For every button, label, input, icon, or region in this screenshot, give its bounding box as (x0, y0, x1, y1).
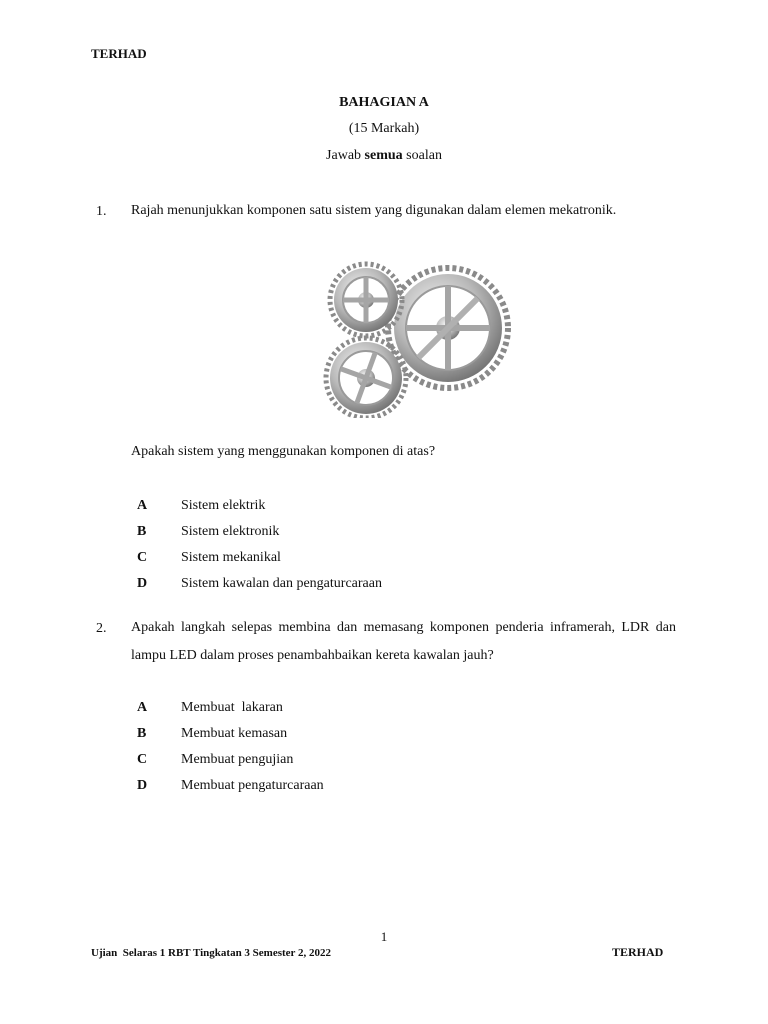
gears-icon (318, 258, 528, 418)
gears-figure (318, 258, 528, 418)
q2-option-d-text: Membuat pengaturcaraan (181, 778, 324, 793)
q2-option-a-letter: A (137, 700, 148, 715)
instruction-post: soalan (402, 148, 442, 163)
section-title: BAHAGIAN A (339, 95, 429, 110)
question-2-number: 2. (96, 621, 107, 636)
instruction-pre: Jawab (326, 148, 365, 163)
question-1-subquestion: Apakah sistem yang menggunakan komponen di atas? (131, 444, 436, 459)
q1-option-c-text: Sistem mekanikal (181, 550, 281, 565)
q2-option-b-letter: B (137, 726, 147, 741)
q1-option-a-text: Sistem elektrik (181, 498, 266, 513)
instruction-bold: semua (364, 148, 403, 163)
q1-option-a-letter: A (137, 498, 148, 513)
section-instruction (0, 148, 768, 164)
q1-option-b-text: Sistem elektronik (181, 524, 280, 539)
q2-option-c-letter: C (137, 752, 148, 767)
q2-option-a-text: Membuat lakaran (181, 700, 283, 715)
q1-option-d-letter: D (137, 576, 148, 591)
page-number: 1 (380, 929, 388, 944)
section-marks: (15 Markah) (348, 121, 420, 136)
q2-option-c-text: Membuat pengujian (181, 752, 294, 767)
q1-option-c-letter: C (137, 550, 148, 565)
footer-classification: TERHAD (612, 945, 664, 959)
q2-option-b-text: Membuat kemasan (181, 726, 288, 741)
q2-option-d-letter: D (137, 778, 148, 793)
q1-option-b-letter: B (137, 524, 147, 539)
q1-option-d-text: Sistem kawalan dan pengaturcaraan (181, 576, 382, 591)
header-classification: TERHAD (91, 46, 147, 61)
question-2-text: Apakah langkah selepas membina dan memasang komponen penderia inframerah, LDR dan lampu LED dalam proses penambahbaikan kereta kawalan jauh? (131, 620, 676, 663)
question-1-text: Rajah menunjukkan komponen satu sistem yang digunakan dalam elemen mekatronik. (131, 203, 617, 218)
question-1-number: 1. (96, 204, 107, 219)
footer-exam-title: Ujian Selaras 1 RBT Tingkatan 3 Semester 2, 2022 (91, 947, 331, 959)
